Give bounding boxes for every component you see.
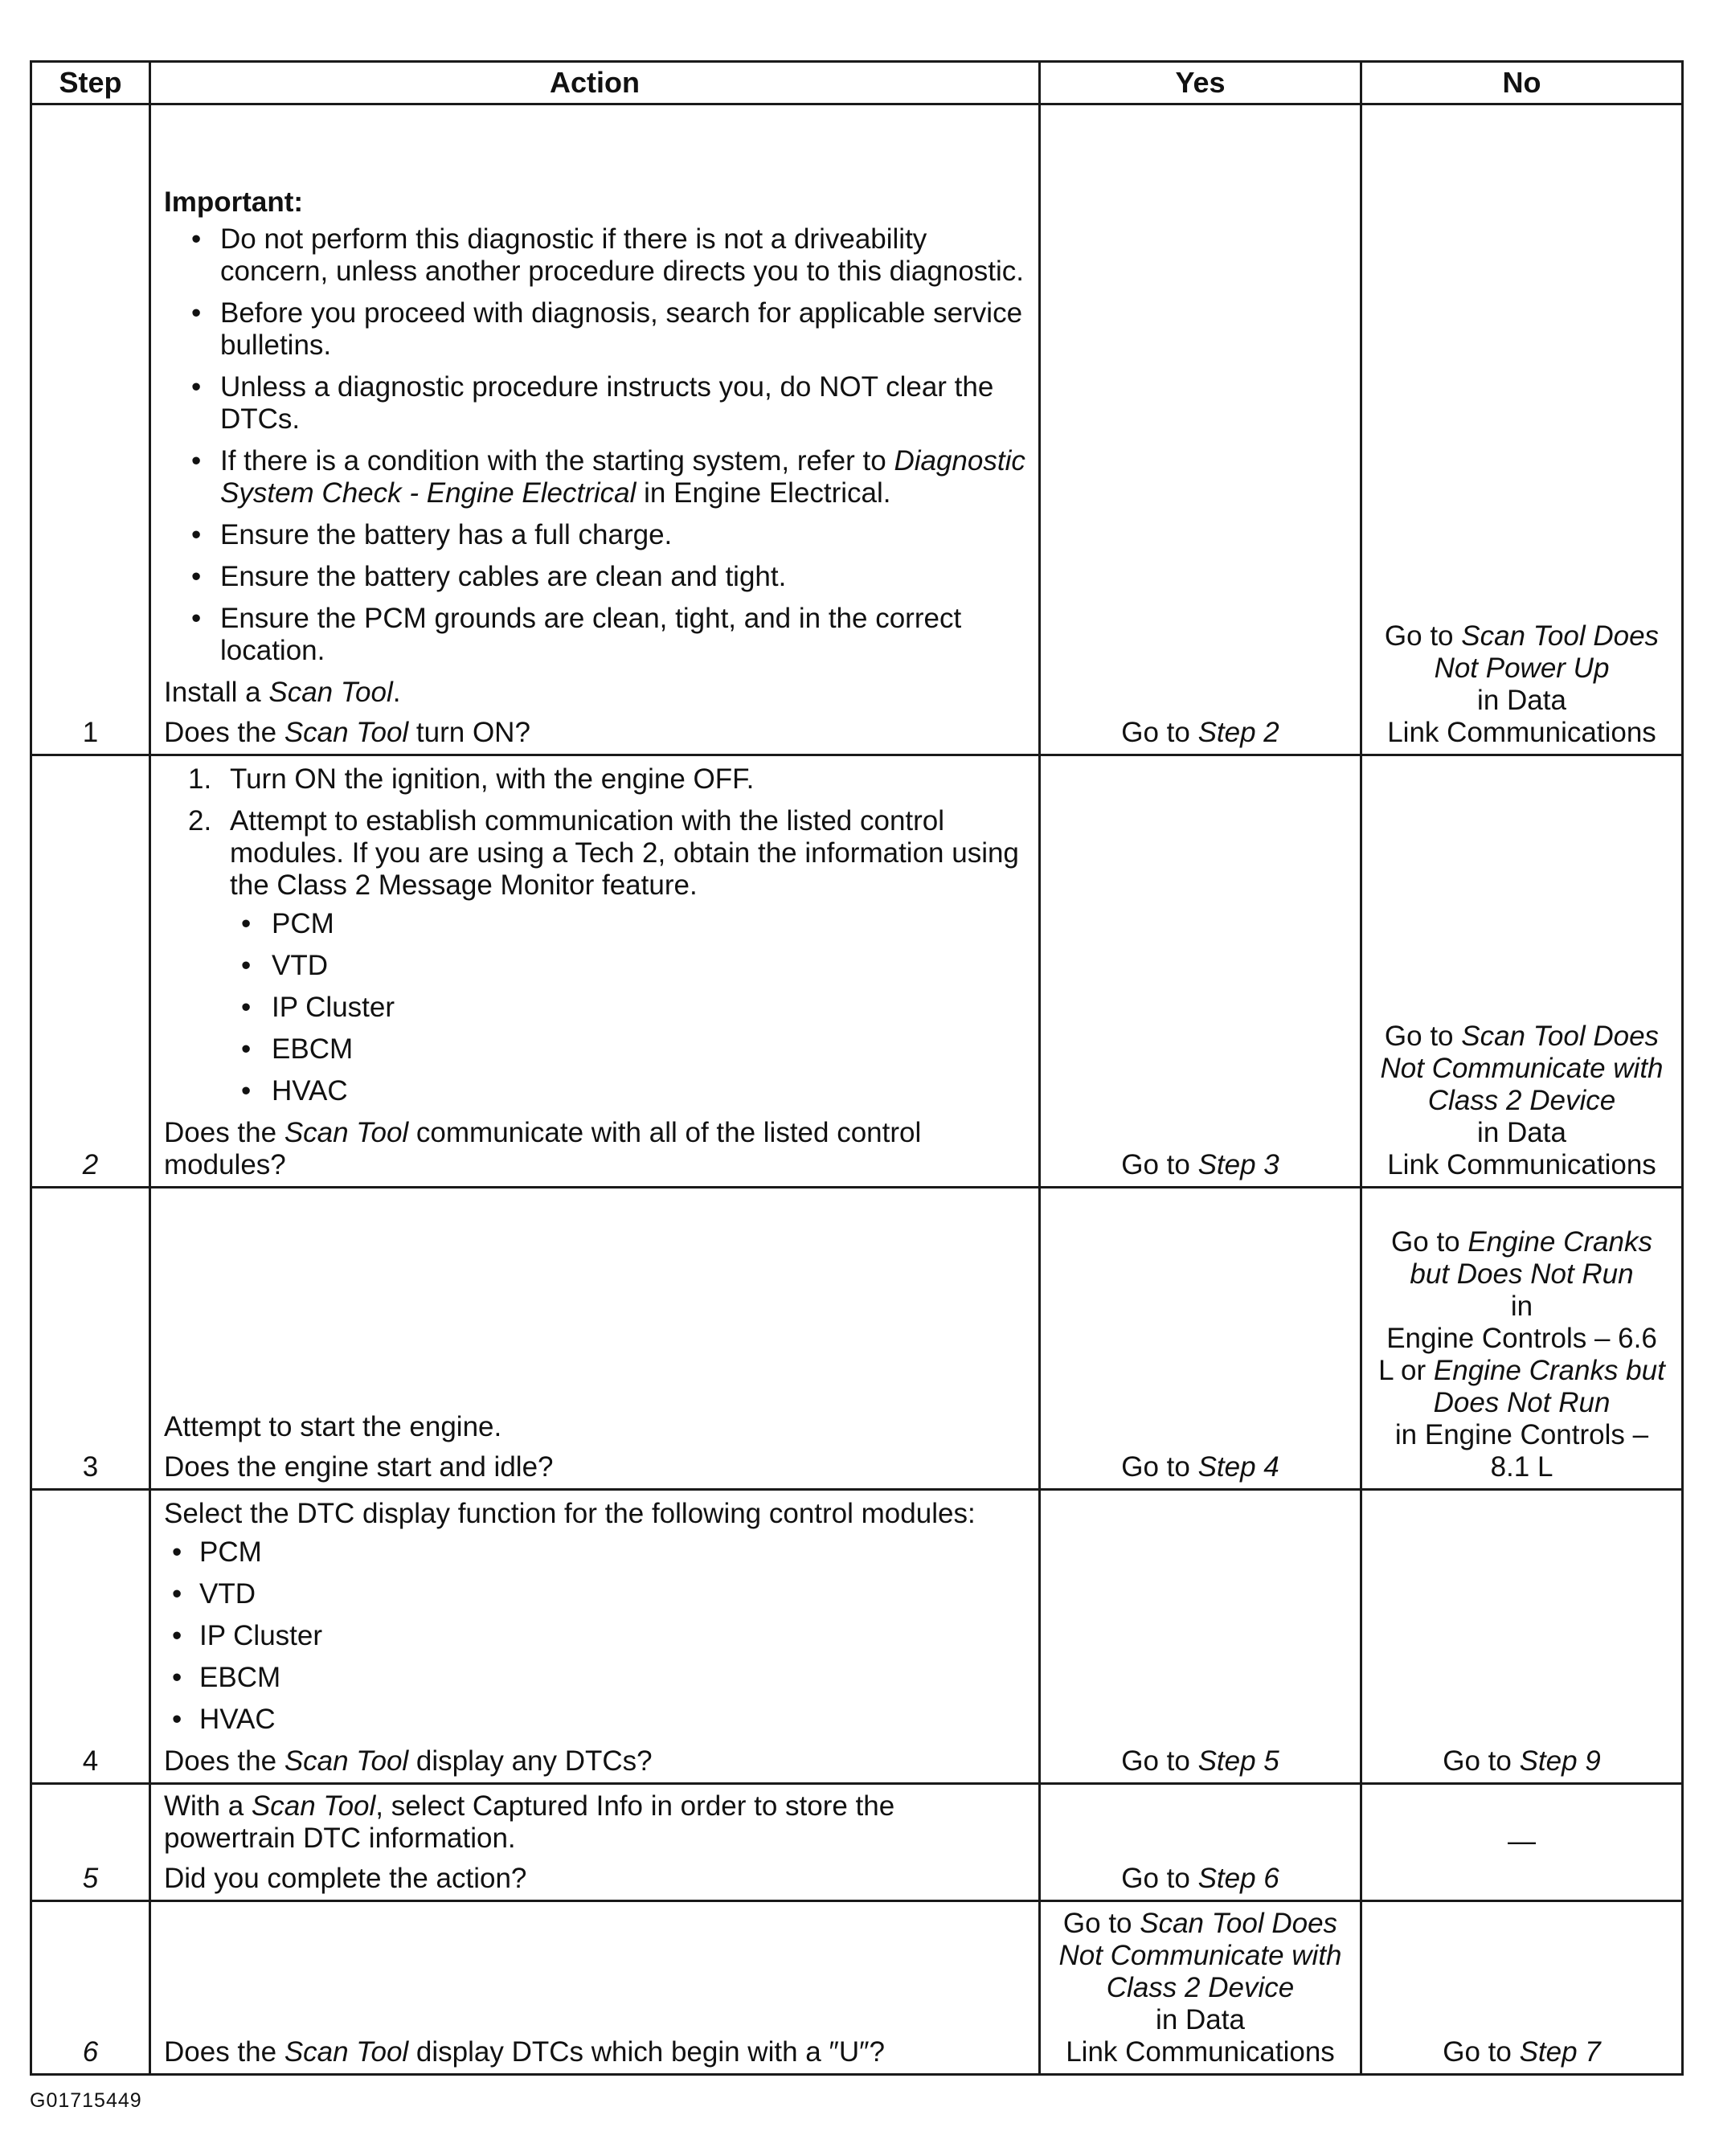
yes-cell: Go to Step 2 <box>1040 104 1361 755</box>
instruction-text: Install a Scan Tool. <box>164 677 401 708</box>
action-cell <box>150 755 1040 1188</box>
module-list <box>230 908 1025 1107</box>
step-number: 2 <box>31 755 150 1188</box>
goto-step-link: Step 6 <box>1197 1863 1279 1894</box>
table-row <box>31 1188 1683 1490</box>
list-item: • EBCM <box>241 1033 1025 1066</box>
header-no: No <box>1361 62 1683 104</box>
goto-step-link: Step 5 <box>1197 1745 1279 1777</box>
action-cell <box>150 1490 1040 1784</box>
list-item: • IP Cluster <box>172 1620 1025 1652</box>
question-text: Does the Scan Tool display DTCs which begin with a ″U″? <box>164 2036 885 2068</box>
list-item: • If there is a condition with the starting system, refer to Diagnostic System Check - Engine Electrical in Engine Electrical. <box>191 445 1025 509</box>
question-text: Does the Scan Tool turn ON? <box>164 717 530 748</box>
instruction-text: With a Scan Tool, select Captured Info in order to store the powertrain DTC information. <box>164 1790 895 1854</box>
list-item: • HVAC <box>241 1075 1025 1107</box>
reference-link: Engine Cranks but Does Not Run <box>1410 1226 1652 1290</box>
table-row <box>31 1490 1683 1784</box>
header-step: Step <box>31 62 150 104</box>
list-item: • HVAC <box>172 1704 1025 1736</box>
header-action: Action <box>150 62 1040 104</box>
reference-link: Engine Cranks but Does Not Run <box>1433 1355 1665 1418</box>
no-cell: Go to Scan Tool Does Not Power Up in Data Link Communications <box>1361 104 1683 755</box>
yes-cell: Go to Step 6 <box>1040 1784 1361 1901</box>
goto-step-link: Step 3 <box>1197 1149 1279 1180</box>
yes-cell: Go to Step 5 <box>1040 1490 1361 1784</box>
list-item: • IP Cluster <box>241 992 1025 1024</box>
step-number: 5 <box>31 1784 150 1901</box>
list-item: 2. Attempt to establish communication with the listed control modules. If you are using a Tech 2, obtain the information using the Class 2 Message Monitor feature. • PCM • VTD • IP Cluster • EBCM • HVAC <box>188 805 1025 1107</box>
yes-cell: Go to Step 3 <box>1040 755 1361 1188</box>
list-item: • VTD <box>172 1578 1025 1610</box>
list-item: 1. Turn ON the ignition, with the engine OFF. <box>188 763 755 795</box>
list-item: • PCM <box>172 1536 1025 1569</box>
step-number: 1 <box>31 104 150 755</box>
step-number: 4 <box>31 1490 150 1784</box>
action-cell <box>150 1901 1040 2075</box>
important-label: Important: <box>164 186 304 218</box>
step-number: 6 <box>31 1901 150 2075</box>
list-item: • Unless a diagnostic procedure instructs you, do NOT clear the DTCs. <box>191 371 1025 436</box>
action-cell <box>150 104 1040 755</box>
reference-link: Scan Tool Does Not Communicate with Class 2 Device <box>1058 1908 1342 2003</box>
question-text: Did you complete the action? <box>164 1863 527 1894</box>
list-item: • Do not perform this diagnostic if there is not a driveability concern, unless another procedure directs you to this diagnostic. <box>191 223 1025 288</box>
goto-step-link: Step 7 <box>1519 2036 1601 2068</box>
yes-cell: Go to Scan Tool Does Not Communicate with Class 2 Device in Data Link Communications <box>1040 1901 1361 2075</box>
no-cell: Go to Scan Tool Does Not Communicate with Class 2 Device in Data Link Communications <box>1361 755 1683 1188</box>
goto-step-link: Step 2 <box>1197 717 1279 748</box>
reference-link: Scan Tool Does Not Power Up <box>1434 620 1660 684</box>
table-row <box>31 1901 1683 2075</box>
reference-link: Scan Tool Does Not Communicate with Class 2 Device <box>1380 1021 1664 1116</box>
table-row <box>31 1784 1683 1901</box>
instruction-text: Select the DTC display function for the following control modules: <box>164 1498 976 1529</box>
module-list <box>164 1536 1025 1736</box>
action-cell <box>150 1784 1040 1901</box>
list-item: • VTD <box>241 950 1025 982</box>
no-cell: Go to Step 7 <box>1361 1901 1683 2075</box>
yes-cell: Go to Step 4 <box>1040 1188 1361 1490</box>
step-number: 3 <box>31 1188 150 1490</box>
list-item: • Before you proceed with diagnosis, search for applicable service bulletins. <box>191 297 1025 362</box>
action-cell <box>150 1188 1040 1490</box>
no-cell: Go to Step 9 <box>1361 1490 1683 1784</box>
instruction-text: Attempt to start the engine. <box>164 1411 502 1442</box>
diagnostic-table <box>30 60 1684 2076</box>
list-item: • Ensure the PCM grounds are clean, tight, and in the correct location. <box>191 603 1025 667</box>
reference-link: Diagnostic System Check - Engine Electrical <box>220 445 1025 509</box>
question-text: Does the Scan Tool communicate with all of the listed control modules? <box>164 1117 922 1180</box>
list-item: • Ensure the battery has a full charge. <box>191 519 1025 551</box>
no-cell: — <box>1361 1784 1683 1901</box>
header-yes: Yes <box>1040 62 1361 104</box>
list-item: • EBCM <box>172 1662 1025 1694</box>
table-row <box>31 755 1683 1188</box>
goto-step-link: Step 4 <box>1197 1451 1279 1483</box>
no-cell: Go to Engine Cranks but Does Not Run in Engine Controls – 6.6 L or Engine Cranks but Does Not Run in Engine Controls – 8.1 L <box>1361 1188 1683 1490</box>
question-text: Does the Scan Tool display any DTCs? <box>164 1745 653 1777</box>
procedure-steps <box>164 763 1025 1107</box>
table-row <box>31 104 1683 755</box>
important-list <box>164 223 1025 667</box>
list-item: • PCM <box>241 908 1025 940</box>
table-header-row <box>31 62 1683 104</box>
question-text: Does the engine start and idle? <box>164 1451 554 1483</box>
figure-id: G01715449 <box>30 2089 142 2112</box>
goto-step-link: Step 9 <box>1519 1745 1601 1777</box>
list-item: • Ensure the battery cables are clean and tight. <box>191 561 1025 593</box>
